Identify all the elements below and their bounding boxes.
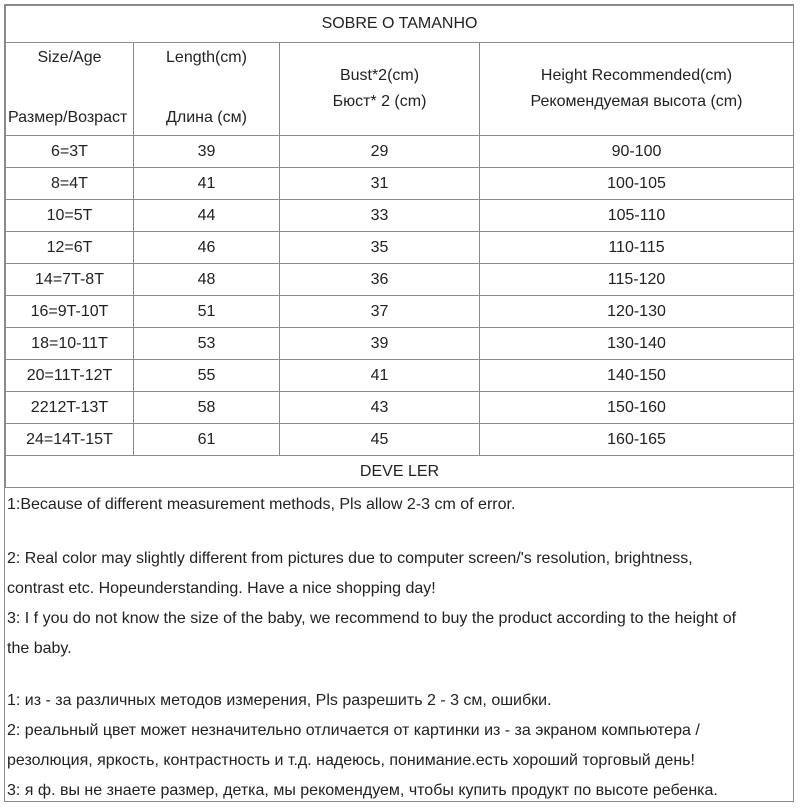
note-ru-2a: 2: реальный цвет может незначительно отличается от картинки из - за экраном компьютера / [7,722,700,739]
header-size-ru: Размер/Возраст [8,109,128,126]
header-bust-ru: Бюст* 2 (cm) [332,93,427,110]
cell-bust: 45 [280,424,480,456]
header-length [134,43,280,136]
cell-height: 140-150 [480,360,794,392]
cell-size: 10=5T [6,200,134,232]
table-row [6,392,794,424]
cell-size: 14=7T-8T [6,264,134,296]
cell-height: 105-110 [480,200,794,232]
table-row [6,200,794,232]
table-title: SOBRE O TAMANHO [6,6,794,43]
header-height-ru: Рекомендуемая высота (cm) [530,93,743,110]
cell-length: 39 [134,136,280,168]
note-ru-1: 1: из - за различных методов измерения, Pls разрешить 2 - 3 см, ошибки. [7,692,552,709]
cell-size: 24=14T-15T [6,424,134,456]
cell-height: 100-105 [480,168,794,200]
cell-size: 8=4T [6,168,134,200]
header-length-en: Length(cm) [166,49,247,66]
cell-size: 12=6T [6,232,134,264]
header-bust-en: Bust*2(cm) [339,67,420,84]
cell-bust: 31 [280,168,480,200]
cell-height: 110-115 [480,232,794,264]
header-size-en: Size/Age [37,49,102,66]
header-height [480,43,794,136]
note-en-1: 1:Because of different measurement methods, Pls allow 2-3 cm of error. [7,496,516,513]
table-row [6,360,794,392]
cell-length: 61 [134,424,280,456]
header-bust [280,43,480,136]
cell-length: 53 [134,328,280,360]
section-title: DEVE LER [6,456,794,488]
cell-length: 46 [134,232,280,264]
cell-height: 130-140 [480,328,794,360]
cell-bust: 43 [280,392,480,424]
table-row [6,264,794,296]
table-row [6,168,794,200]
table-row [6,136,794,168]
cell-length: 41 [134,168,280,200]
table-row [6,232,794,264]
note-en-2a: 2: Real color may slightly different from pictures due to computer screen/'s resolution, brightness, [7,550,693,567]
size-chart [4,4,794,802]
note-ru-3: 3: я ф. вы не знаете размер, детка, мы рекомендуем, чтобы купить продукт по высоте ребенка. [7,782,718,799]
note-ru-2b: резолюция, яркость, контрастность и т.д. надеюсь, понимание.есть хороший торговый день! [7,752,695,769]
cell-length: 58 [134,392,280,424]
notes-block [5,490,793,806]
note-en-3b: the baby. [7,640,72,657]
cell-height: 90-100 [480,136,794,168]
table-row [6,328,794,360]
cell-size: 16=9T-10T [6,296,134,328]
cell-length: 44 [134,200,280,232]
cell-height: 120-130 [480,296,794,328]
cell-length: 55 [134,360,280,392]
table-row [6,296,794,328]
cell-bust: 41 [280,360,480,392]
cell-height: 160-165 [480,424,794,456]
cell-height: 115-120 [480,264,794,296]
header-height-en: Height Recommended(cm) [540,67,733,84]
cell-bust: 37 [280,296,480,328]
note-en-2b: contrast etc. Hopeunderstanding. Have a nice shopping day! [7,580,436,597]
size-table [5,5,794,488]
cell-bust: 35 [280,232,480,264]
cell-bust: 29 [280,136,480,168]
cell-size: 6=3T [6,136,134,168]
cell-size: 2212T-13T [6,392,134,424]
cell-length: 51 [134,296,280,328]
cell-length: 48 [134,264,280,296]
header-length-ru: Длина (см) [166,109,247,126]
cell-size: 20=11T-12T [6,360,134,392]
table-row [6,424,794,456]
cell-bust: 33 [280,200,480,232]
note-en-3a: 3: I f you do not know the size of the baby, we recommend to buy the product according to the height of [7,610,737,627]
cell-height: 150-160 [480,392,794,424]
cell-bust: 36 [280,264,480,296]
cell-bust: 39 [280,328,480,360]
cell-size: 18=10-11T [6,328,134,360]
header-size [6,43,134,136]
